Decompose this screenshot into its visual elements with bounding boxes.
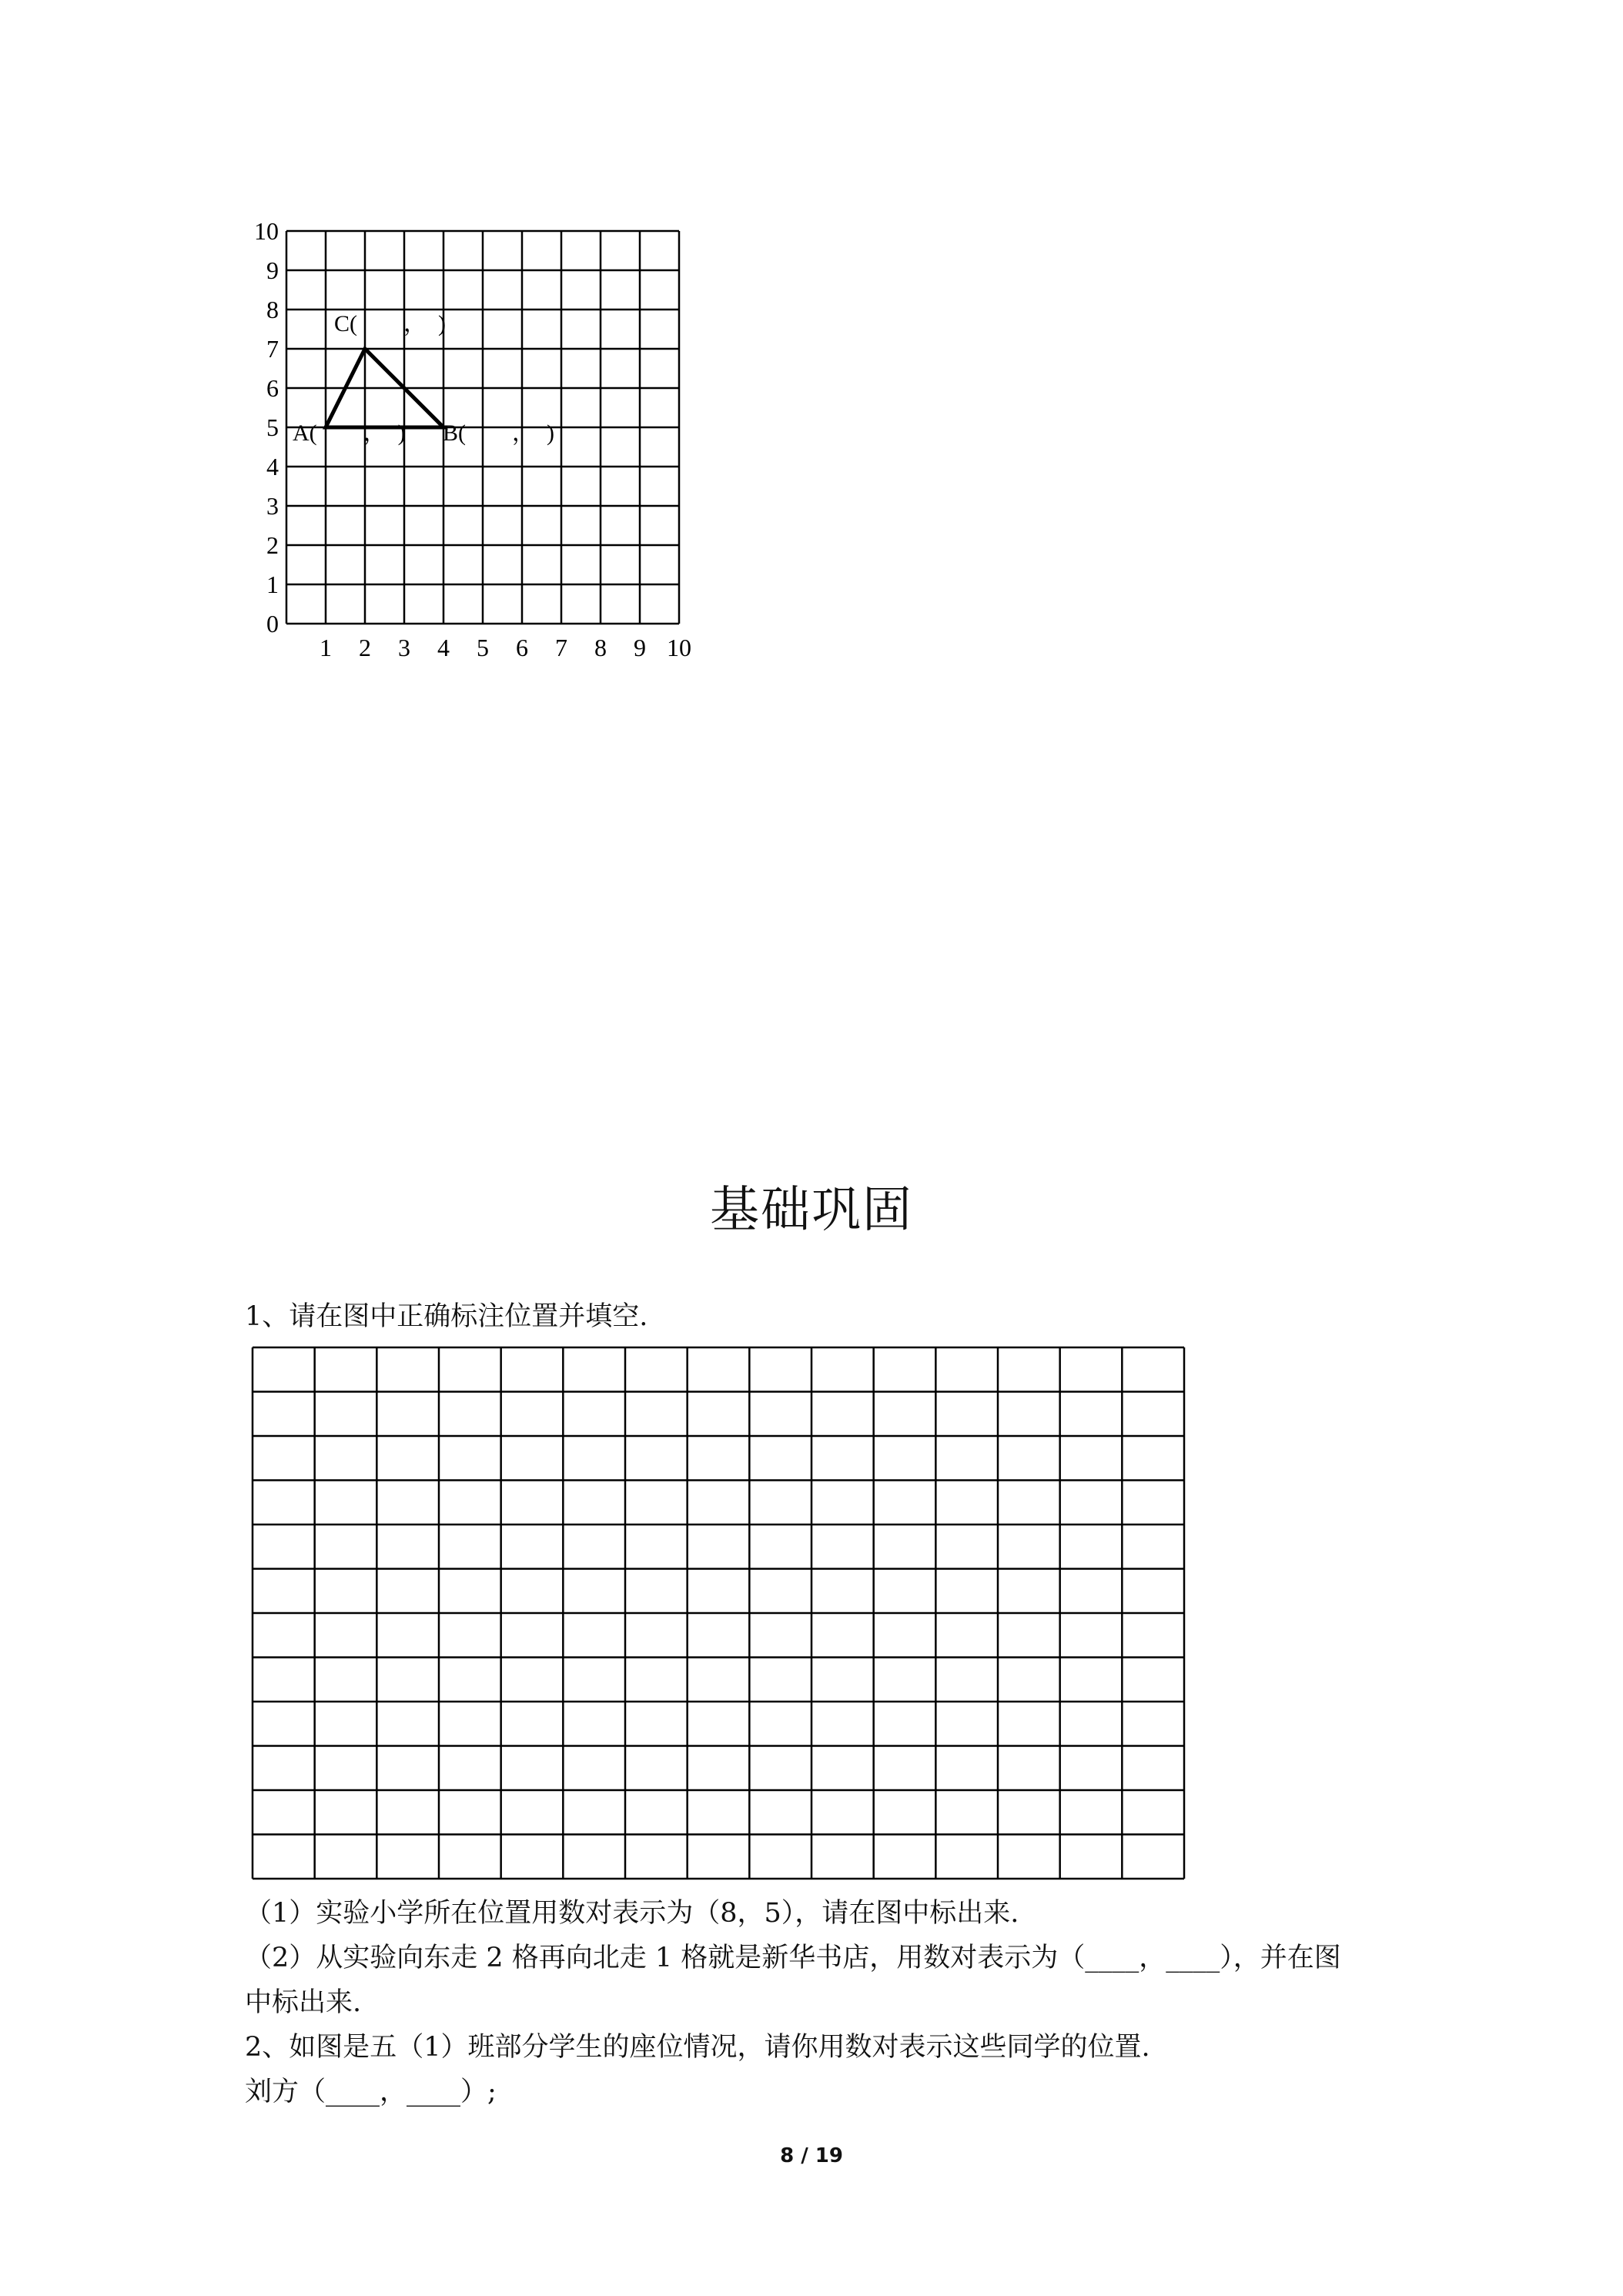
y-tick-label: 9 <box>266 256 279 284</box>
question-1-sub-2-line-1: （2）从实验向东走 2 格再向北走 1 格就是新华书店，用数对表示为（____，____），并在图 <box>245 1943 1341 1973</box>
y-tick-label: 0 <box>266 610 279 638</box>
y-tick-label: 5 <box>266 413 279 441</box>
answer-grid-lines <box>253 1347 1184 1879</box>
y-tick-label: 6 <box>266 374 279 402</box>
y-tick-label: 4 <box>266 453 279 480</box>
liufang-answer-line: 刘方（____，____）; <box>245 2077 497 2107</box>
x-tick-label: 6 <box>516 634 528 661</box>
y-tick-label: 10 <box>254 217 279 245</box>
y-tick-label: 2 <box>266 531 279 559</box>
blank-answer-grid <box>251 1346 1186 1886</box>
y-tick-label: 7 <box>266 335 279 363</box>
x-tick-label: 10 <box>667 634 691 661</box>
section-title: 基础巩固 <box>710 1182 913 1239</box>
question-1-prompt: 1、请在图中正确标注位置并填空. <box>245 1301 648 1332</box>
x-axis-labels <box>320 634 691 661</box>
y-tick-label: 1 <box>266 571 279 598</box>
y-axis-labels <box>254 217 279 638</box>
page-number: 8 / 19 <box>780 2144 843 2167</box>
x-tick-label: 2 <box>359 634 371 661</box>
x-tick-label: 3 <box>398 634 410 661</box>
x-tick-label: 4 <box>437 634 450 661</box>
question-1-sub-1: （1）实验小学所在位置用数对表示为（8，5），请在图中标出来. <box>245 1898 1019 1929</box>
x-tick-label: 7 <box>555 634 567 661</box>
x-tick-label: 1 <box>320 634 332 661</box>
question-1-sub-2-line-2: 中标出来. <box>245 1987 362 2018</box>
point-a-label: A( ， ) <box>293 420 406 446</box>
point-c-label: C( ， ) <box>334 311 446 336</box>
y-tick-label: 8 <box>266 296 279 323</box>
x-tick-label: 5 <box>477 634 489 661</box>
question-2-prompt: 2、如图是五（1）班部分学生的座位情况，请你用数对表示这些同学的位置. <box>245 2032 1150 2063</box>
coordinate-grid-figure <box>231 208 724 670</box>
point-b-label: B( ， ) <box>443 420 554 446</box>
x-tick-label: 9 <box>634 634 646 661</box>
y-tick-label: 3 <box>266 492 279 520</box>
x-tick-label: 8 <box>594 634 607 661</box>
